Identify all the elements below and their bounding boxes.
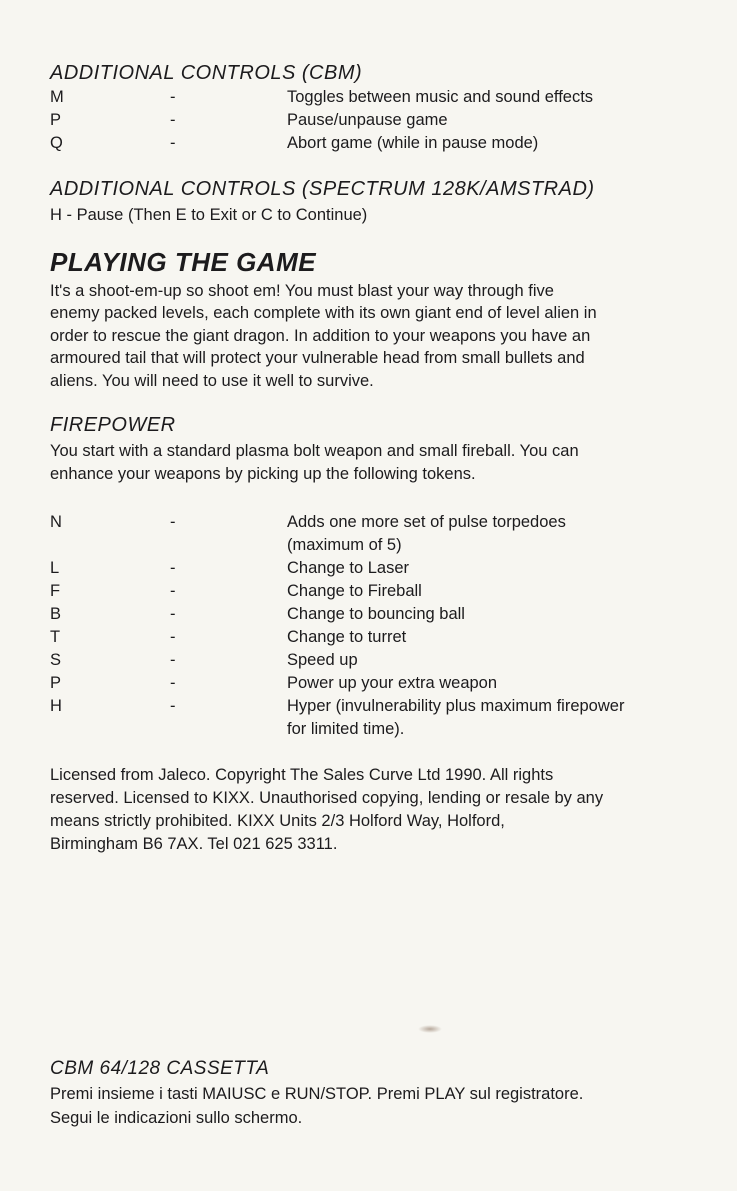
token-dash: - — [170, 605, 176, 623]
token-row — [50, 626, 710, 649]
token-dash: - — [170, 697, 176, 715]
token-row — [50, 695, 710, 718]
playing-line: order to rescue the giant dragon. In addition to your weapons you have an — [50, 327, 591, 345]
spectrum-controls-heading: ADDITIONAL CONTROLS (SPECTRUM 128K/AMSTRAD) — [50, 178, 595, 200]
control-description: Abort game (while in pause mode) — [287, 134, 539, 152]
token-key: B — [50, 605, 62, 623]
token-description-continued: (maximum of 5) — [287, 536, 402, 554]
license-line: Birmingham B6 7AX. Tel 021 625 3311. — [50, 835, 338, 853]
spectrum-pause-line: H - Pause (Then E to Exit or C to Continue) — [50, 206, 368, 224]
token-dash: - — [170, 559, 176, 577]
control-description: Toggles between music and sound effects — [287, 88, 594, 106]
control-dash: - — [170, 88, 176, 106]
token-description-continued: for limited time). — [287, 720, 405, 738]
license-line: means strictly prohibited. KIXX Units 2/3 Holford Way, Holford, — [50, 812, 505, 830]
token-key: P — [50, 674, 62, 692]
token-dash: - — [170, 582, 176, 600]
playing-heading: PLAYING THE GAME — [50, 247, 317, 277]
token-dash: - — [170, 513, 176, 531]
firepower-line: You start with a standard plasma bolt weapon and small fireball. You can — [50, 442, 579, 460]
control-key: Q — [50, 134, 63, 152]
control-row — [50, 132, 710, 155]
token-description: Change to turret — [287, 628, 407, 646]
playing-line: enemy packed levels, each complete with its own giant end of level alien in — [50, 304, 597, 322]
control-row — [50, 86, 710, 109]
token-key: F — [50, 582, 61, 600]
token-row — [50, 603, 710, 626]
control-description: Pause/unpause game — [287, 111, 448, 129]
token-key: T — [50, 628, 61, 646]
token-dash: - — [170, 628, 176, 646]
token-row — [50, 649, 710, 672]
token-description: Adds one more set of pulse torpedoes — [287, 513, 566, 531]
control-key: M — [50, 88, 64, 106]
paper-smudge — [418, 1025, 442, 1033]
token-row — [50, 557, 710, 580]
token-row — [50, 511, 710, 534]
token-description: Change to bouncing ball — [287, 605, 465, 623]
license-line: Licensed from Jaleco. Copyright The Sales Curve Ltd 1990. All rights — [50, 766, 554, 784]
cassetta-line: Segui le indicazioni sullo schermo. — [50, 1109, 303, 1127]
cassetta-heading: CBM 64/128 CASSETTA — [50, 1058, 270, 1079]
control-row — [50, 109, 710, 132]
token-description: Power up your extra weapon — [287, 674, 498, 692]
playing-line: armoured tail that will protect your vulnerable head from small bullets and — [50, 349, 585, 367]
token-description: Change to Laser — [287, 559, 410, 577]
firepower-heading: FIREPOWER — [50, 414, 176, 436]
firepower-line: enhance your weapons by picking up the following tokens. — [50, 465, 476, 483]
cassetta-line: Premi insieme i tasti MAIUSC e RUN/STOP. Premi PLAY sul registratore. — [50, 1085, 584, 1103]
token-row — [50, 580, 710, 603]
token-description: Hyper (invulnerability plus maximum firepower — [287, 697, 625, 715]
token-key: N — [50, 513, 62, 531]
token-row — [50, 672, 710, 695]
control-dash: - — [170, 134, 176, 152]
token-description: Change to Fireball — [287, 582, 422, 600]
control-dash: - — [170, 111, 176, 129]
token-dash: - — [170, 651, 176, 669]
control-key: P — [50, 111, 62, 129]
playing-line: aliens. You will need to use it well to survive. — [50, 372, 374, 390]
token-key: H — [50, 697, 62, 715]
token-key: L — [50, 559, 60, 577]
playing-line: It's a shoot-em-up so shoot em! You must blast your way through five — [50, 282, 554, 300]
token-dash: - — [170, 674, 176, 692]
token-description: Speed up — [287, 651, 358, 669]
token-key: S — [50, 651, 62, 669]
license-line: reserved. Licensed to KIXX. Unauthorised copying, lending or resale by any — [50, 789, 604, 807]
cbm-controls-heading: ADDITIONAL CONTROLS (CBM) — [50, 62, 363, 84]
